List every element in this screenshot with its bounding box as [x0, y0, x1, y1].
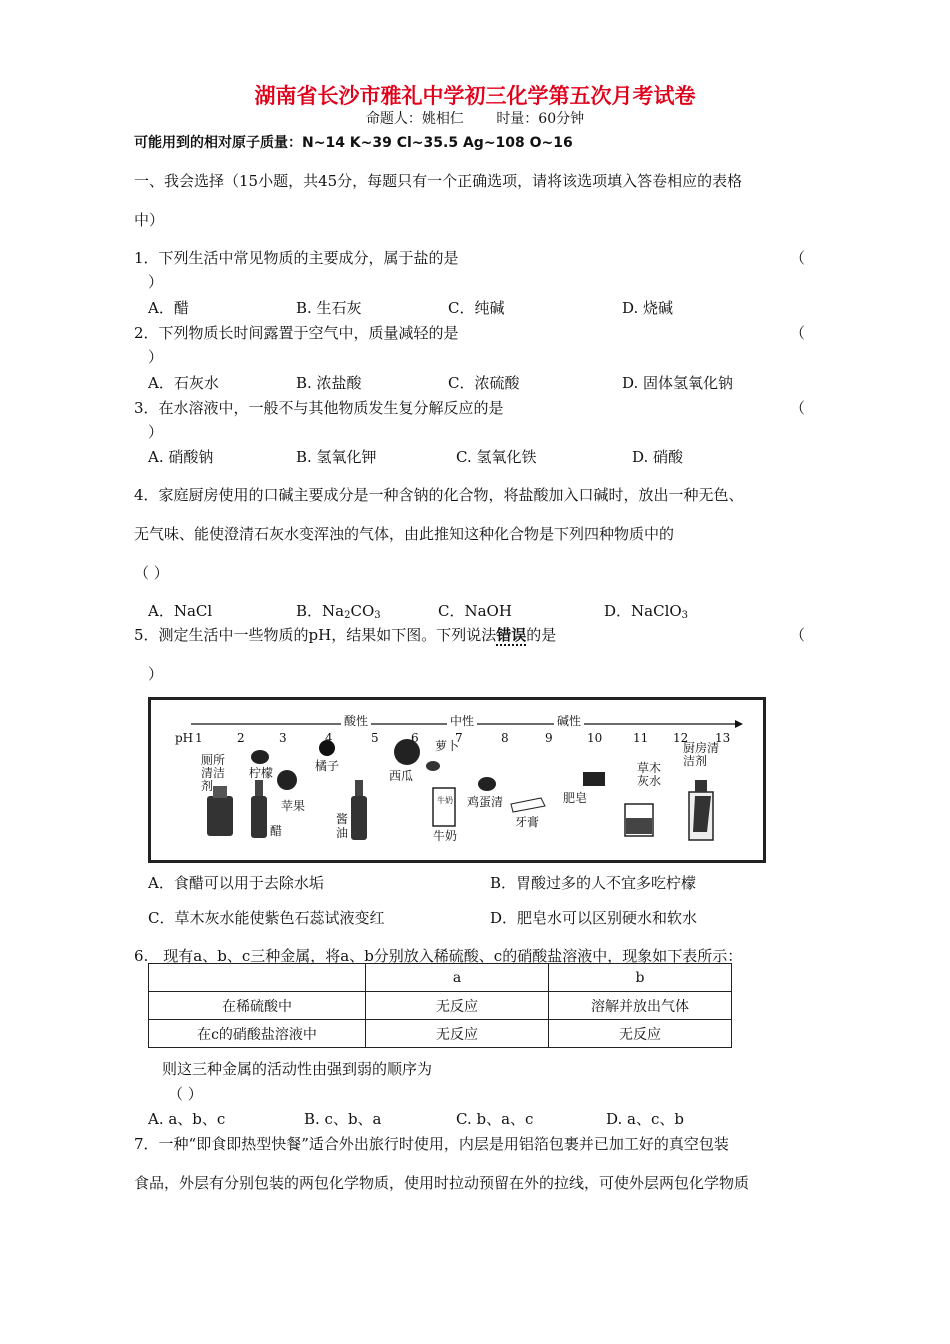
- q6-option-c: C. b、a、c: [456, 1110, 534, 1128]
- neutral-label: 中性: [447, 715, 477, 728]
- watermelon-label: 西瓜: [389, 769, 414, 783]
- q4-option-b: [296, 600, 381, 621]
- q1-answer-paren-close: ）: [148, 273, 164, 291]
- q4-option-d: [604, 600, 688, 621]
- q7-stem-line2: 食品，外层有分别包装的两包化学物质，使用时拉动预留在外的拉线，可使外层两包化学物质: [134, 1174, 750, 1192]
- table-cell: 无反应: [366, 1020, 549, 1048]
- q2-stem: 2．下列物质长时间露置于空气中，质量减轻的是: [134, 324, 459, 342]
- q1-option-d: D. 烧碱: [622, 299, 674, 317]
- egg-white-label: 鸡蛋清: [467, 795, 504, 809]
- milk-box-label: 牛奶: [437, 796, 453, 805]
- question-setter: 命题人：姚相仁: [365, 111, 464, 127]
- q4-option-d-text: D．NaClO: [604, 602, 682, 620]
- q2-answer-paren: （: [790, 324, 806, 342]
- q4-stem-line1: 4．家庭厨房使用的口碱主要成分是一种含钠的化合物，将盐酸加入口碱时，放出一种无色、: [134, 486, 744, 504]
- q4-option-a: A．NaCl: [148, 602, 213, 620]
- q5-stem-text: 5．测定生活中一些物质的pH，结果如下图。下列说法: [134, 626, 497, 644]
- ph-tick: 7: [455, 731, 463, 745]
- q3-answer-paren: （: [790, 399, 806, 417]
- ph-tick: 4: [325, 731, 333, 745]
- q2-option-b: B. 浓盐酸: [296, 374, 362, 392]
- subscript: 3: [374, 610, 381, 621]
- ph-tick: 12: [673, 731, 689, 745]
- q3-stem: 3．在水溶液中，一般不与其他物质发生复分解反应的是: [134, 399, 504, 417]
- q7-stem-line1: 7．一种“即食即热型快餐”适合外出旅行时使用，内层是用铝箔包裹并已加工好的真空包装: [134, 1135, 729, 1153]
- table-cell: 在c的硝酸盐溶液中: [149, 1020, 366, 1048]
- table-cell: 在稀硫酸中: [149, 992, 366, 1020]
- q3-option-b: B. 氢氧化钾: [296, 448, 377, 466]
- vinegar-label: 醋: [269, 824, 282, 838]
- q4-option-c: C．NaOH: [438, 602, 512, 620]
- ph-tick: 8: [501, 731, 509, 745]
- ph-tick: 11: [633, 731, 649, 745]
- ph-tick: 10: [587, 731, 603, 745]
- q6-stem: 6. 现有a、b、c三种金属，将a、b分别放入稀硫酸、c的硝酸盐溶液中，现象如下表所示：: [134, 947, 743, 965]
- table-cell: 溶解并放出气体: [549, 992, 732, 1020]
- q5-stem: [134, 624, 556, 645]
- q3-option-d: D. 硝酸: [632, 448, 684, 466]
- ph-axis-label: pH: [175, 731, 194, 745]
- q5-emphasis: 错误: [496, 626, 527, 644]
- ph-tick: 6: [411, 731, 419, 745]
- table-cell: 无反应: [366, 992, 549, 1020]
- q3-option-a: A. 硝酸钠: [148, 448, 214, 466]
- milk-label: 牛奶: [433, 829, 458, 843]
- q2-option-d: D. 固体氢氧化钠: [622, 374, 734, 392]
- q4-answer-blank: （ ）: [134, 564, 169, 582]
- q1-option-a: A．醋: [148, 299, 189, 317]
- apple-label: 苹果: [281, 799, 306, 813]
- acid-label: 酸性: [341, 715, 371, 728]
- q5-stem-text: 的是: [526, 626, 557, 644]
- exam-title: 湖南省长沙市雅礼中学初三化学第五次月考试卷: [254, 84, 696, 108]
- section1-instructions: 一、我会选择（15小题，共45分，每题只有一个正确选项，请将该选项填入答卷相应的表格: [134, 172, 743, 190]
- orange-label: 橘子: [315, 759, 340, 773]
- toilet-cleaner-label: 厕所清洁剂: [201, 753, 226, 793]
- q6-answer-blank: （ ）: [168, 1085, 203, 1103]
- q6-option-b: B. c、b、a: [304, 1110, 382, 1128]
- section1-instructions-cont: 中）: [134, 211, 165, 229]
- radish-label: 萝卜: [435, 739, 460, 753]
- q4-option-b-text: CO: [350, 602, 375, 620]
- ph-tick: 5: [371, 731, 379, 745]
- q2-option-a: A．石灰水: [148, 374, 219, 392]
- toothpaste-label: 牙膏: [515, 815, 540, 829]
- q4-stem-line2: 无气味、能使澄清石灰水变浑浊的气体，由此推知这种化合物是下列四种物质中的: [134, 525, 675, 543]
- q6-table: [148, 963, 732, 1048]
- q6-follow: 则这三种金属的活动性由强到弱的顺序为: [162, 1060, 433, 1078]
- ph-tick: 2: [237, 731, 245, 745]
- lemon-label: 柠檬: [249, 766, 274, 780]
- ph-scale-figure: [148, 697, 766, 863]
- q1-option-b: B. 生石灰: [296, 299, 362, 317]
- soy-sauce-label: 酱油: [335, 812, 348, 840]
- q2-option-c: C．浓硫酸: [448, 374, 520, 392]
- q6-option-d: D. a、c、b: [606, 1110, 684, 1128]
- q6-option-a: A. a、b、c: [148, 1110, 226, 1128]
- exam-author-line: [0, 108, 950, 128]
- ph-tick: 9: [545, 731, 553, 745]
- atomic-masses: 可能用到的相对原子质量：N~14 K~39 Cl~35.5 Ag~108 O~16: [134, 135, 573, 151]
- base-label: 碱性: [554, 715, 584, 728]
- q5-answer-paren-close: ）: [148, 665, 164, 683]
- ph-tick: 13: [715, 731, 731, 745]
- table-header: b: [549, 964, 732, 992]
- table-row: [149, 992, 732, 1020]
- q3-answer-paren-close: ）: [148, 423, 164, 441]
- q1-option-c: C．纯碱: [448, 299, 505, 317]
- table-header-row: [149, 964, 732, 992]
- q4-option-b-text: B．Na: [296, 602, 345, 620]
- subscript: 2: [344, 610, 351, 621]
- table-row: [149, 1020, 732, 1048]
- q3-option-c: C. 氢氧化铁: [456, 448, 537, 466]
- q5-option-c: C．草木灰水能使紫色石蕊试液变红: [148, 909, 385, 927]
- plant-ash-label: 草木灰水: [637, 761, 662, 788]
- q5-answer-paren: （: [790, 626, 806, 644]
- ph-tick: 1: [195, 731, 203, 745]
- table-cell: 无反应: [549, 1020, 732, 1048]
- time-limit: 时量：60分钟: [496, 111, 585, 127]
- q5-option-d: D．肥皂水可以区别硬水和软水: [490, 909, 698, 927]
- subscript: 3: [681, 610, 689, 621]
- ph-tick: 3: [279, 731, 287, 745]
- soap-label: 肥皂: [563, 791, 588, 805]
- q5-option-b: B．胃酸过多的人不宜多吃柠檬: [490, 874, 697, 892]
- table-header: [149, 964, 366, 992]
- q1-answer-paren: （: [790, 249, 806, 267]
- q2-answer-paren-close: ）: [148, 348, 164, 366]
- q5-option-a: A．食醋可以用于去除水垢: [148, 874, 324, 892]
- table-header: a: [366, 964, 549, 992]
- kitchen-cleaner-label: 厨房清洁剂: [683, 741, 720, 768]
- q1-stem: 1．下列生活中常见物质的主要成分，属于盐的是: [134, 249, 459, 267]
